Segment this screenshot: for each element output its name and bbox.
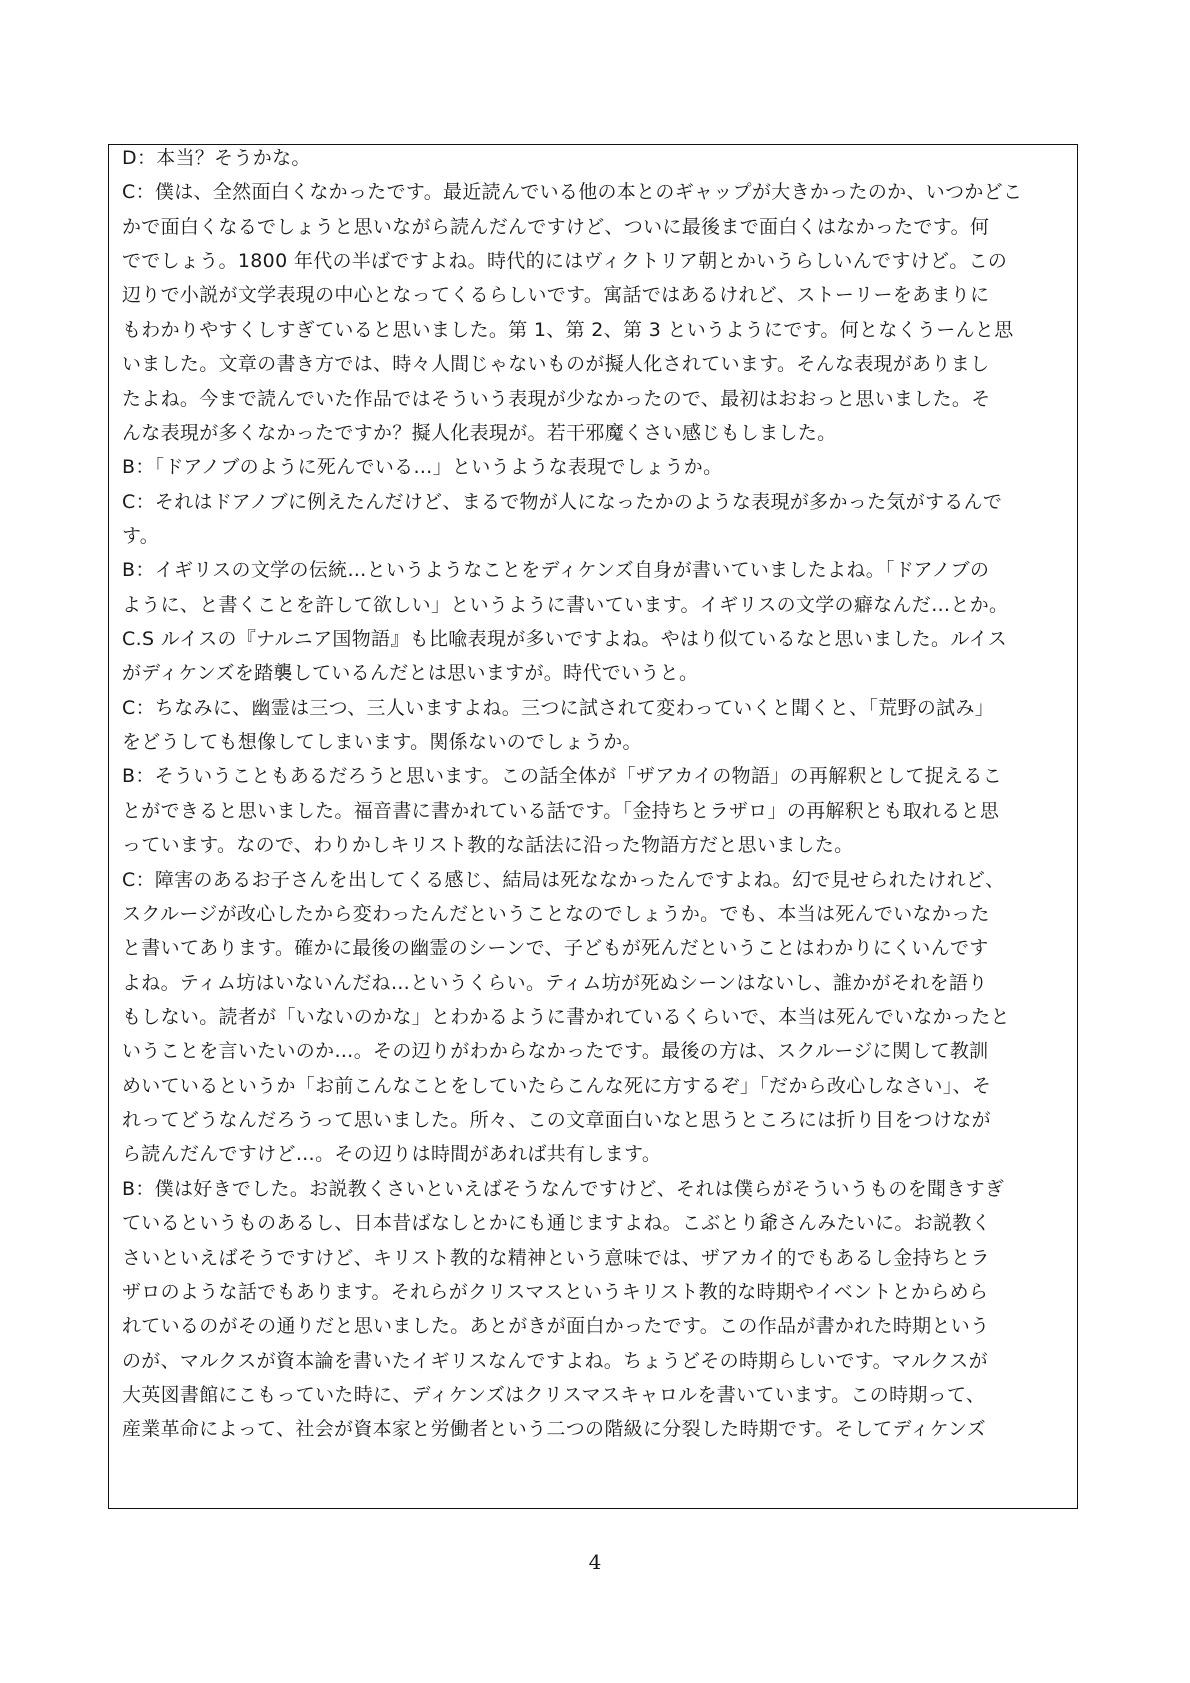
transcript-line: がディケンズを踏襲しているんだとは思いますが。時代でいうと。 (122, 662, 699, 685)
transcript-line: C.S ルイスの『ナルニア国物語』も比喩表現が多いですよね。やはり似ているなと思いました。ルイス (122, 628, 1008, 651)
transcript-line: ででしょう。1800 年代の半ばですよね。時代的にはヴィクトリア朝とかいうらしいんですけど。この (122, 250, 1008, 273)
page-number: 4 (588, 1550, 602, 1574)
transcript-line: んな表現が多くなかったですか？擬人化表現が。若干邪魔くさい感じもしました。 (122, 421, 837, 444)
transcript-line: とができると思いました。福音書に書かれている話です。「金持ちとラザロ」の再解釈とも取れると思 (122, 799, 1000, 822)
transcript-line: かで面白くなるでしょうと思いながら読んだんですけど、ついに最後まで面白くはなかったです。何 (122, 215, 990, 238)
transcript-line: れってどうなんだろうって思いました。所々、この文章面白いなと思うところには折り目をつけなが (122, 1109, 991, 1132)
transcript-line: C：僕は、全然面白くなかったです。最近読んでいる他の本とのギャップが大きかったのか、いつかどこ (122, 181, 1023, 204)
transcript-line: いました。文章の書き方では、時々人間じゃないものが擬人化されています。そんな表現がありまし (122, 353, 990, 376)
transcript-line: っています。なので、わりかしキリスト教的な話法に沿った物語方だと思いました。 (122, 834, 854, 857)
transcript-line: C：障害のあるお子さんを出してくる感じ、結局は死ななかったんですよね。幻で見せられたけれど、 (122, 868, 1005, 891)
transcript-line: と書いてあります。確かに最後の幽霊のシーンで、子どもが死んだということはわかりにくいんです (122, 937, 989, 960)
transcript-line: す。 (122, 524, 160, 547)
transcript-line: C：それはドアノブに例えたんだけど、まるで物が人になったかのような表現が多かった気がするんで (122, 490, 1003, 513)
transcript-line: 大英図書館にこもっていた時に、ディケンズはクリスマスキャロルを書いています。この時期って、 (122, 1383, 986, 1406)
transcript-line: ように、と書くことを許して欲しい」というように書いています。イギリスの文学の癖なんだ…とか。 (122, 593, 1009, 616)
transcript-line: よね。ティム坊はいないんだね…というくらい。ティム坊が死ぬシーンはないし、誰かがそれを語り (122, 971, 988, 994)
transcript-line: ているというものあるし、日本昔ばなしとかにも通じますよね。こぶとり爺さんみたいに。お説教く (122, 1212, 991, 1235)
transcript-line: ザロのような話でもあります。それらがクリスマスというキリスト教的な時期やイベントとからめら (122, 1280, 989, 1303)
transcript-line: D：本当？そうかな。 (122, 147, 311, 169)
transcript-line: 産業革命によって、社会が資本家と労働者という二つの階級に分裂した時期です。そしてディケンズ (122, 1418, 986, 1441)
transcript-line: もわかりやすくしすぎていると思いました。第 1、第 2、第 3 というようにです。何となくうーんと思 (122, 318, 1014, 341)
transcript-line: B：僕は好きでした。お説教くさいといえばそうなんですけど、それは僕らがそういうものを聞きすぎ (122, 1177, 1005, 1200)
transcript-line: めいているというか「お前こんなことをしていたらこんな死に方するぞ」「だから改心しなさい」、そ (122, 1074, 992, 1097)
transcript-line: さいといえばそうですけど、キリスト教的な精神という意味では、ザアカイ的でもあるし金持ちとラ (122, 1246, 990, 1269)
transcript-line: たよね。今まで読んでいた作品ではそういう表現が少なかったので、最初はおおっと思いました。そ (122, 387, 991, 410)
transcript-line: れているのがその通りだと思いました。あとがきが面白かったです。この作品が書かれた時期という (122, 1315, 990, 1338)
transcript-line: B：イギリスの文学の伝統…というようなことをディケンズ自身が書いていましたよね。「ドアノブの (122, 559, 990, 582)
transcript-line: ら読んだんですけど…。その辺りは時間があれば共有します。 (122, 1143, 662, 1166)
transcript-line: B：「ドアノブのように死んでいる…」というような表現でしょうか。 (122, 456, 723, 479)
transcript-line: いうことを言いたいのか…。その辺りがわからなかったです。最後の方は、スクルージに関して教訓 (122, 1040, 989, 1063)
transcript-line: もしない。読者が「いないのかな」とわかるように書かれているくらいで、本当は死んでいなかったと (122, 1006, 1010, 1028)
transcript-line: スクルージが改心したから変わったんだということなのでしょうか。でも、本当は死んでいなかった (122, 902, 990, 925)
transcript-line: のが、マルクスが資本論を書いたイギリスなんですよね。ちょうどその時期らしいです。マルクスが (122, 1349, 988, 1372)
transcript-line: B：そういうこともあるだろうと思います。この話全体が「ザアカイの物語」の再解釈として捉えるこ (122, 765, 1003, 788)
transcript-line: をどうしても想像してしまいます。関係ないのでしょうか。 (122, 731, 642, 754)
transcript-line: 辺りで小説が文学表現の中心となってくるらしいです。寓話ではあるけれど、ストーリーをあまりに (122, 284, 990, 307)
transcript-line: C：ちなみに、幽霊は三つ、三人いますよね。三つに試されて変わっていくと聞くと、「荒野の試み」 (122, 696, 995, 719)
